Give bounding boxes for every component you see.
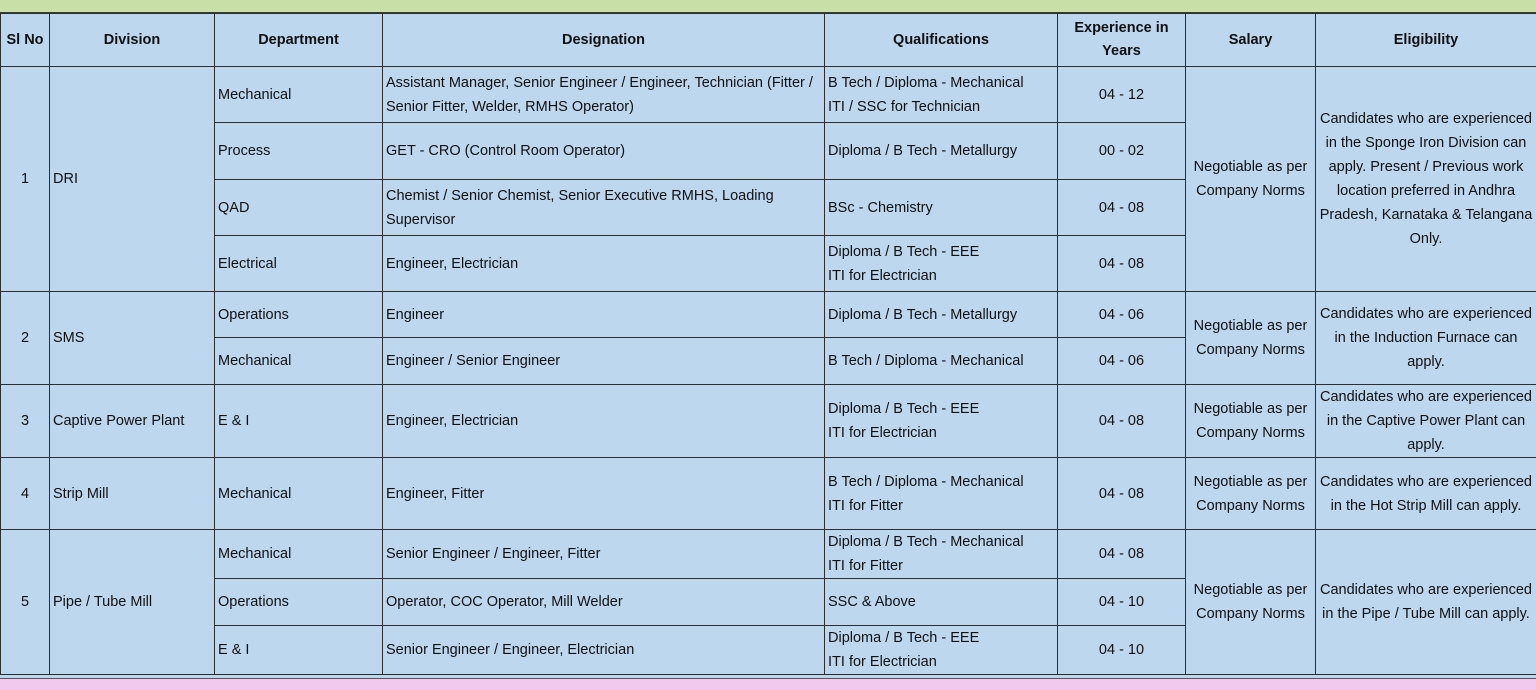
salary-cell: Negotiable as per Company Norms	[1186, 385, 1316, 458]
division-cell: Pipe / Tube Mill	[50, 530, 215, 675]
salary-cell: Negotiable as per Company Norms	[1186, 292, 1316, 385]
division-cell: Strip Mill	[50, 458, 215, 530]
header-sl-no: Sl No	[1, 14, 50, 67]
experience-cell: 04 - 08	[1058, 180, 1186, 236]
designation-cell: Assistant Manager, Senior Engineer / Engineer, Technician (Fitter / Senior Fitter, Welder, RMHS Operator)	[383, 67, 825, 123]
qualification-line: ITI for Fitter	[828, 494, 1054, 518]
department-cell: Operations	[215, 292, 383, 338]
experience-cell: 04 - 10	[1058, 626, 1186, 675]
qualification-line: B Tech / Diploma - Mechanical	[828, 470, 1054, 494]
table-row	[1, 292, 1536, 338]
designation-cell: Engineer	[383, 292, 825, 338]
designation-cell: Engineer, Electrician	[383, 385, 825, 458]
qualification-line: B Tech / Diploma - Mechanical	[828, 71, 1054, 95]
sl-no-cell: 1	[1, 67, 50, 292]
department-cell: Mechanical	[215, 338, 383, 385]
department-cell: Mechanical	[215, 67, 383, 123]
department-cell: Electrical	[215, 236, 383, 292]
designation-cell: Chemist / Senior Chemist, Senior Executive RMHS, Loading Supervisor	[383, 180, 825, 236]
designation-cell: Senior Engineer / Engineer, Fitter	[383, 530, 825, 579]
qualifications-cell	[825, 123, 1058, 180]
qualification-line: ITI for Fitter	[828, 554, 1054, 578]
experience-cell: 04 - 08	[1058, 236, 1186, 292]
header-salary: Salary	[1186, 14, 1316, 67]
experience-cell: 04 - 08	[1058, 530, 1186, 579]
sl-no-cell: 5	[1, 530, 50, 675]
department-cell: E & I	[215, 385, 383, 458]
header-department: Department	[215, 14, 383, 67]
qualification-line: B Tech / Diploma - Mechanical	[828, 349, 1054, 373]
qualification-line: Diploma / B Tech - EEE	[828, 240, 1054, 264]
table-row	[1, 67, 1536, 123]
table-row	[1, 530, 1536, 579]
qualifications-cell	[825, 626, 1058, 675]
department-cell: QAD	[215, 180, 383, 236]
top-banner-strip	[0, 0, 1536, 14]
qualifications-cell	[825, 67, 1058, 123]
eligibility-cell: Candidates who are experienced in the Pipe / Tube Mill can apply.	[1316, 530, 1536, 675]
designation-cell: GET - CRO (Control Room Operator)	[383, 123, 825, 180]
sl-no-cell: 2	[1, 292, 50, 385]
qualifications-cell	[825, 338, 1058, 385]
qualification-line: Diploma / B Tech - Mechanical	[828, 530, 1054, 554]
qualifications-cell	[825, 458, 1058, 530]
qualifications-cell	[825, 236, 1058, 292]
division-cell: SMS	[50, 292, 215, 385]
designation-cell: Engineer, Fitter	[383, 458, 825, 530]
eligibility-cell: Candidates who are experienced in the Captive Power Plant can apply.	[1316, 385, 1536, 458]
qualification-line: Diploma / B Tech - Metallurgy	[828, 303, 1054, 327]
qualification-line: ITI / SSC for Technician	[828, 95, 1054, 119]
header-qualifications: Qualifications	[825, 14, 1058, 67]
experience-cell: 00 - 02	[1058, 123, 1186, 180]
eligibility-cell: Candidates who are experienced in the Sponge Iron Division can apply. Present / Previous work location preferred in Andhra Pradesh, Karnataka & Telangana Only.	[1316, 67, 1536, 292]
qualifications-cell	[825, 292, 1058, 338]
qualification-line: Diploma / B Tech - Metallurgy	[828, 139, 1054, 163]
qualification-line: Diploma / B Tech - EEE	[828, 397, 1054, 421]
division-cell: Captive Power Plant	[50, 385, 215, 458]
department-cell: Mechanical	[215, 458, 383, 530]
qualifications-cell	[825, 579, 1058, 626]
sl-no-cell: 3	[1, 385, 50, 458]
qualification-line: ITI for Electrician	[828, 650, 1054, 674]
experience-cell: 04 - 08	[1058, 458, 1186, 530]
qualification-line: ITI for Electrician	[828, 264, 1054, 288]
department-cell: E & I	[215, 626, 383, 675]
division-cell: DRI	[50, 67, 215, 292]
salary-cell: Negotiable as per Company Norms	[1186, 67, 1316, 292]
salary-cell: Negotiable as per Company Norms	[1186, 530, 1316, 675]
bottom-banner-strip	[0, 678, 1536, 690]
table-row	[1, 458, 1536, 530]
salary-cell: Negotiable as per Company Norms	[1186, 458, 1316, 530]
experience-cell: 04 - 10	[1058, 579, 1186, 626]
designation-cell: Operator, COC Operator, Mill Welder	[383, 579, 825, 626]
department-cell: Operations	[215, 579, 383, 626]
job-openings-table	[0, 13, 1536, 675]
qualification-line: BSc - Chemistry	[828, 196, 1054, 220]
qualifications-cell	[825, 180, 1058, 236]
sl-no-cell: 4	[1, 458, 50, 530]
qualification-line: ITI for Electrician	[828, 421, 1054, 445]
experience-cell: 04 - 06	[1058, 292, 1186, 338]
eligibility-cell: Candidates who are experienced in the Hot Strip Mill can apply.	[1316, 458, 1536, 530]
qualifications-cell	[825, 385, 1058, 458]
department-cell: Mechanical	[215, 530, 383, 579]
header-division: Division	[50, 14, 215, 67]
designation-cell: Engineer / Senior Engineer	[383, 338, 825, 385]
designation-cell: Senior Engineer / Engineer, Electrician	[383, 626, 825, 675]
header-eligibility: Eligibility	[1316, 14, 1536, 67]
qualification-line: SSC & Above	[828, 590, 1054, 614]
table-row	[1, 385, 1536, 458]
header-row	[1, 14, 1536, 67]
experience-cell: 04 - 08	[1058, 385, 1186, 458]
designation-cell: Engineer, Electrician	[383, 236, 825, 292]
qualification-line: Diploma / B Tech - EEE	[828, 626, 1054, 650]
eligibility-cell: Candidates who are experienced in the Induction Furnace can apply.	[1316, 292, 1536, 385]
experience-cell: 04 - 06	[1058, 338, 1186, 385]
experience-cell: 04 - 12	[1058, 67, 1186, 123]
department-cell: Process	[215, 123, 383, 180]
header-designation: Designation	[383, 14, 825, 67]
header-experience: Experience in Years	[1058, 14, 1186, 67]
qualifications-cell	[825, 530, 1058, 579]
